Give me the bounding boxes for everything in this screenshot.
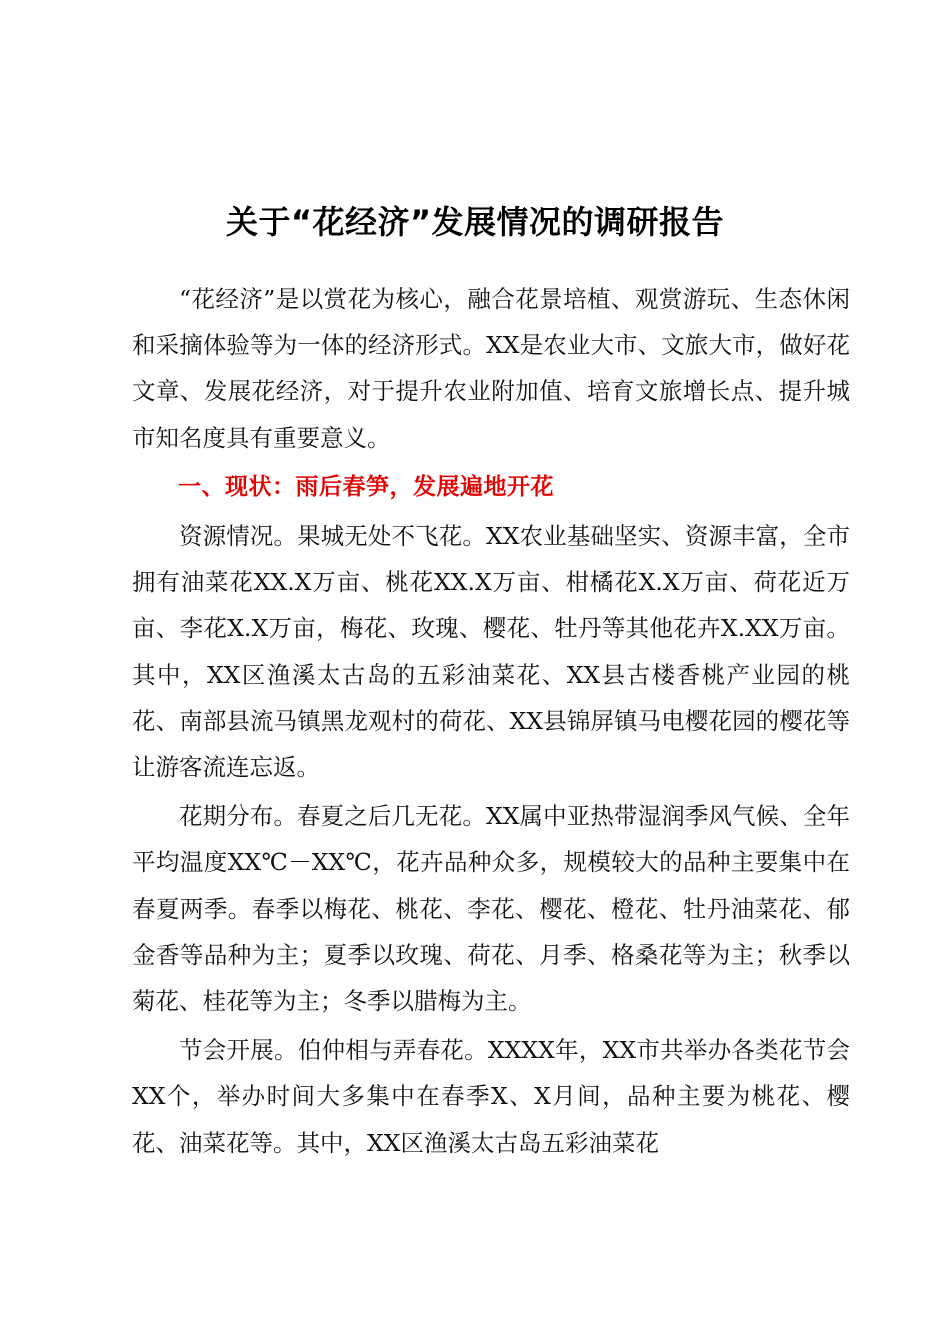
paragraph-resources: 资源情况。果城无处不飞花。XX农业基础坚实、资源丰富，全市拥有油菜花XX.X万亩、桃花XX.X万亩、柑橘花X.X万亩、荷花近万亩、李花X.X万亩，梅花、玫瑰、樱花、牡丹等其他花卉X.XX万亩。其中，XX区渔溪太古岛的五彩油菜花、XX县古楼香桃产业园的桃花、南部县流马镇黑龙观村的荷花、XX县锦屏镇马电樱花园的樱花等让游客流连忘返。	[132, 522, 850, 782]
section-heading: 一、现状：雨后春笋，发展遍地开花	[178, 473, 554, 500]
paragraph-flowering-period: 花期分布。春夏之后几无花。XX属中亚热带湿润季风气候、全年平均温度XX℃－XX℃，花卉品种众多，规模较大的品种主要集中在春夏两季。春季以梅花、桃花、李花、樱花、橙花、牡丹油菜花、郁金香等品种为主；夏季以玫瑰、荷花、月季、格桑花等为主；秋季以菊花、桂花等为主；冬季以腊梅为主。	[132, 802, 850, 1016]
intro-paragraph: “花经济”是以赏花为核心，融合花景培植、观赏游玩、生态休闲和采摘体验等为一体的经济形式。XX是农业大市、文旅大市，做好花文章、发展花经济，对于提升农业附加值、培育文旅增长点、提升城市知名度具有重要意义。	[132, 285, 850, 452]
page-title: 关于“花经济”发展情况的调研报告	[225, 203, 725, 241]
document-body	[132, 276, 850, 1169]
paragraph-festivals: 节会开展。伯仲相与弄春花。XXXX年，XX市共举办各类花节会XX个，举办时间大多集中在春季X、X月间，品种主要为桃花、樱花、油菜花等。其中，XX区渔溪太古岛五彩油菜花	[132, 1036, 850, 1157]
